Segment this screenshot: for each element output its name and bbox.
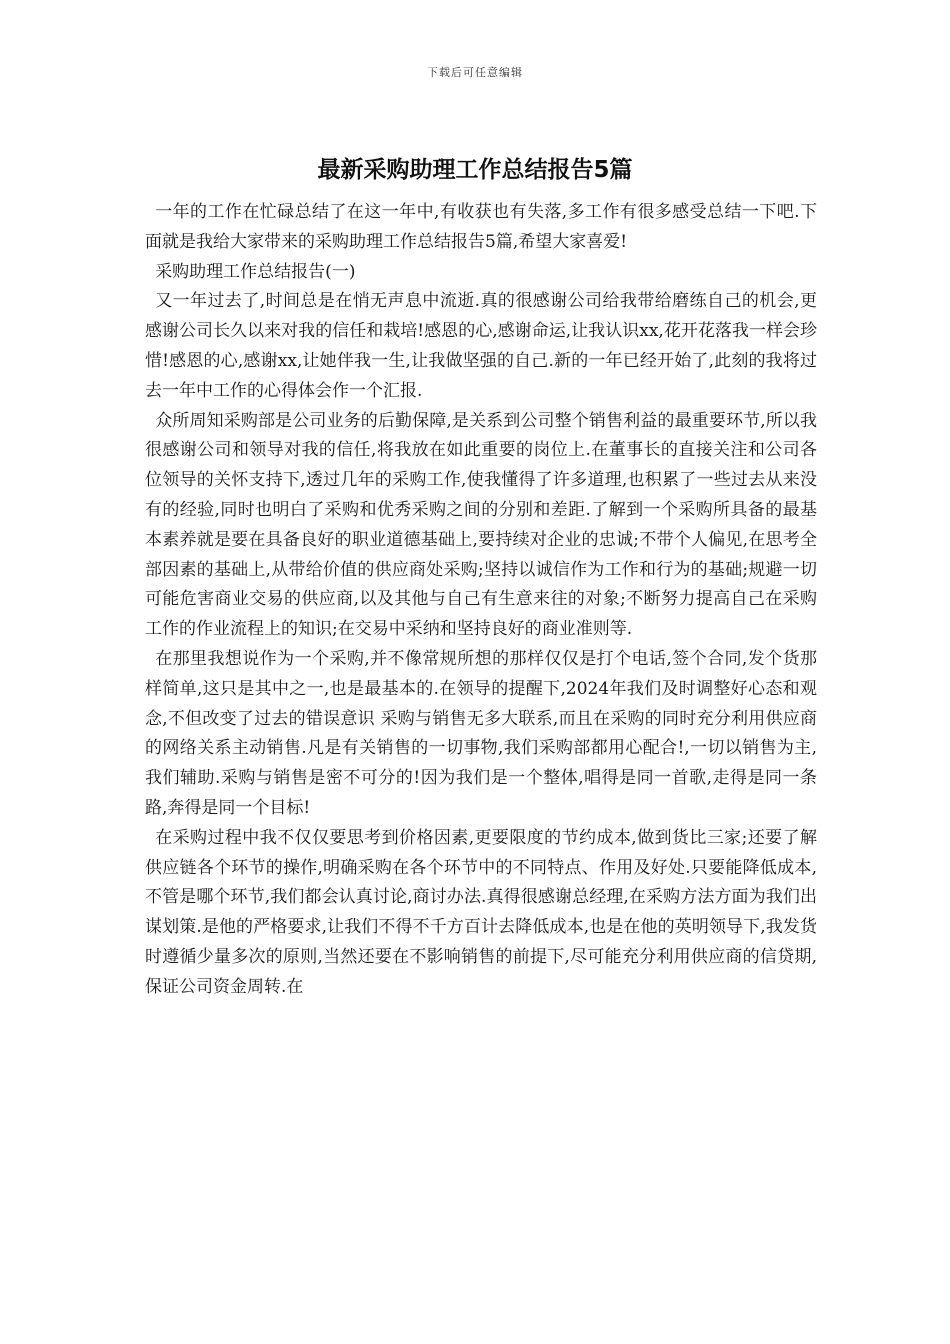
document-body [145,198,817,1003]
intro-paragraph: 一年的工作在忙碌总结了在这一年中,有收获也有失落,多工作有很多感受总结一下吧.下面就是我给大家带来的采购助理工作总结报告5篇,希望大家喜爱! [145,202,817,252]
body-paragraph: 众所周知采购部是公司业务的后勤保障,是关系到公司整个销售利益的最重要环节,所以我很感谢公司和领导对我的信任,将我放在如此重要的岗位上.在董事长的直接关注和公司各位领导的关怀支持下,透过几年的采购工作,使我懂得了许多道理,也积累了一些过去从来没有的经验,同时也明白了采购和优秀采购之间的分别和差距.了解到一个采购所具备的最基本素养就是要在具备良好的职业道德基础上,要持续对企业的忠诚;不带个人偏见,在思考全部因素的基础上,从带给价值的供应商处采购;坚持以诚信作为工作和行为的基础;规避一切可能危害商业交易的供应商,以及其他与自己有生意来往的对象;不断努力提高自己在采购工作的作业流程上的知识;在交易中采纳和坚持良好的商业准则等. [145,410,817,640]
document-title: 最新采购助理工作总结报告5篇 [317,157,633,183]
header-note: 下载后可任意编辑 [427,66,523,79]
body-paragraph: 又一年过去了,时间总是在悄无声息中流逝.真的很感谢公司给我带给磨练自己的机会,更感谢公司长久以来对我的信任和栽培!感恩的心,感谢命运,让我认识xx,花开花落我一样会珍惜!感恩的心,感谢xx,让她伴我一生,让我做坚强的自己.新的一年已经开始了,此刻的我将过去一年中工作的心得体会作一个汇报. [145,291,817,401]
body-paragraph: 在那里我想说作为一个采购,并不像常规所想的那样仅仅是打个电话,签个合同,发个货那样简单,这只是其中之一,也是最基本的.在领导的提醒下,2024年我们及时调整好心态和观念,不但改变了过去的错误意识 采购与销售无多大联系,而且在采购的同时充分利用供应商的网络关系主动销售.凡是有关销售的一切事物,我们采购部都用心配合!,一切以销售为主,我们辅助.采购与销售是密不可分的!因为我们是一个整体,唱得是同一首歌,走得是同一条路,奔得是同一个目标! [145,648,817,818]
section-heading: 采购助理工作总结报告(一) [155,261,356,282]
body-paragraph: 在采购过程中我不仅仅要思考到价格因素,更要限度的节约成本,做到货比三家;还要了解供应链各个环节的操作,明确采购在各个环节中的不同特点、作用及好处.只要能降低成本,不管是哪个环节,我们都会认真讨论,商讨办法.真得很感谢总经理,在采购方法方面为我们出谋划策.是他的严格要求,让我们不得不千方百计去降低成本,也是在他的英明领导下,我发货时遵循少量多次的原则,当然还要在不影响销售的前提下,尽可能充分利用供应商的信贷期,保证公司资金周转.在 [145,827,817,997]
